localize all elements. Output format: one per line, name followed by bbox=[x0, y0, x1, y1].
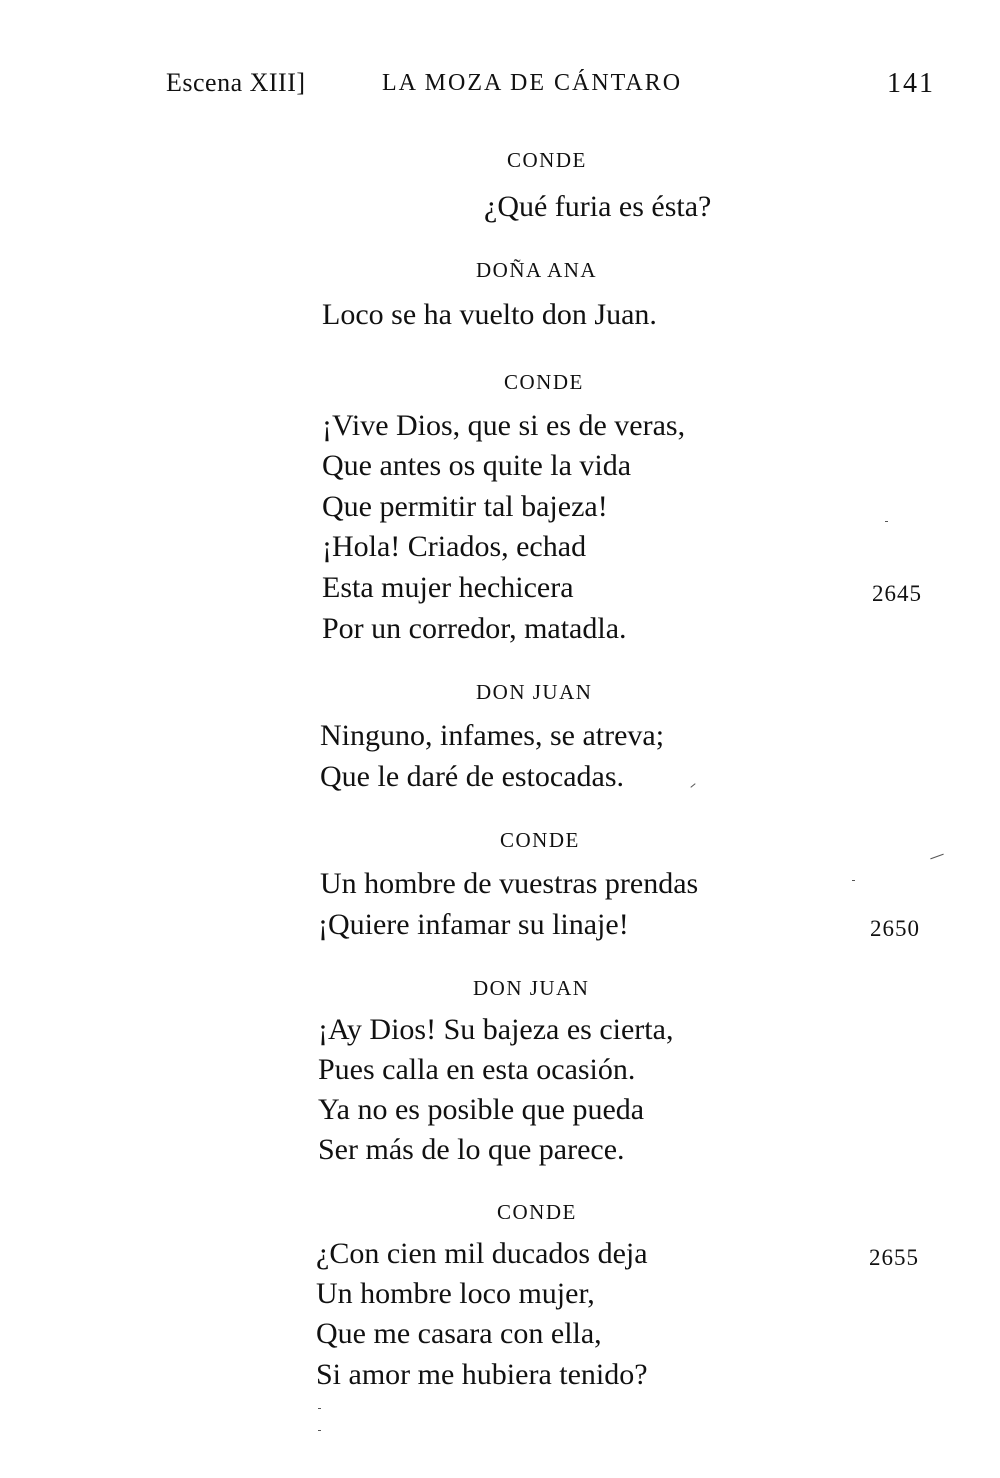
speaker-label: DOÑA ANA bbox=[476, 258, 598, 282]
verse-line: Esta mujer hechicera bbox=[322, 571, 574, 604]
line-number: 2655 bbox=[869, 1245, 919, 1270]
verse-line: Que antes os quite la vida bbox=[322, 449, 632, 482]
verse-line: ¡Hola! Criados, echad bbox=[322, 530, 587, 563]
book-title: LA MOZA DE CÁNTARO bbox=[382, 70, 683, 96]
speaker-label: DON JUAN bbox=[476, 680, 593, 704]
scan-speck bbox=[318, 1430, 321, 1431]
verse-line: Por un corredor, matadla. bbox=[322, 612, 627, 645]
verse-line: ¡Quiere infamar su linaje! bbox=[318, 908, 629, 941]
speaker-label: CONDE bbox=[497, 1200, 577, 1224]
verse-line: Ninguno, infames, se atreva; bbox=[320, 719, 665, 752]
running-header bbox=[0, 68, 1000, 108]
scan-speck bbox=[930, 854, 943, 860]
verse-line: Un hombre de vuestras prendas bbox=[320, 867, 699, 900]
verse-line: ¡Ay Dios! Su bajeza es cierta, bbox=[318, 1013, 674, 1046]
verse-line: Un hombre loco mujer, bbox=[316, 1277, 595, 1310]
verse-line: Ser más de lo que parece. bbox=[318, 1133, 625, 1166]
scene-label: Escena XIII] bbox=[166, 68, 306, 97]
verse-line: Que permitir tal bajeza! bbox=[322, 490, 608, 523]
speaker-label: CONDE bbox=[500, 828, 580, 852]
scan-speck bbox=[885, 521, 888, 522]
verse-line: Que le daré de estocadas. bbox=[320, 760, 625, 793]
verse-line: Loco se ha vuelto don Juan. bbox=[322, 298, 657, 331]
scan-speck bbox=[852, 880, 855, 881]
verse-line: ¡Vive Dios, que si es de veras, bbox=[322, 409, 686, 442]
speaker-label: CONDE bbox=[507, 148, 587, 172]
verse-line: ¿Con cien mil ducados deja bbox=[316, 1237, 648, 1270]
speaker-label: DON JUAN bbox=[473, 976, 590, 1000]
verse-line: Pues calla en esta ocasión. bbox=[318, 1053, 636, 1086]
scan-speck bbox=[318, 1408, 321, 1409]
scan-speck bbox=[690, 783, 695, 788]
verse-line: Si amor me hubiera tenido? bbox=[316, 1358, 648, 1391]
line-number: 2645 bbox=[872, 581, 922, 606]
page-number: 141 bbox=[887, 68, 935, 99]
line-number: 2650 bbox=[870, 916, 920, 941]
verse-line: Ya no es posible que pueda bbox=[318, 1093, 645, 1126]
verse-line: ¿Qué furia es ésta? bbox=[484, 190, 712, 223]
speaker-label: CONDE bbox=[504, 370, 584, 394]
verse-line: Que me casara con ella, bbox=[316, 1317, 602, 1350]
